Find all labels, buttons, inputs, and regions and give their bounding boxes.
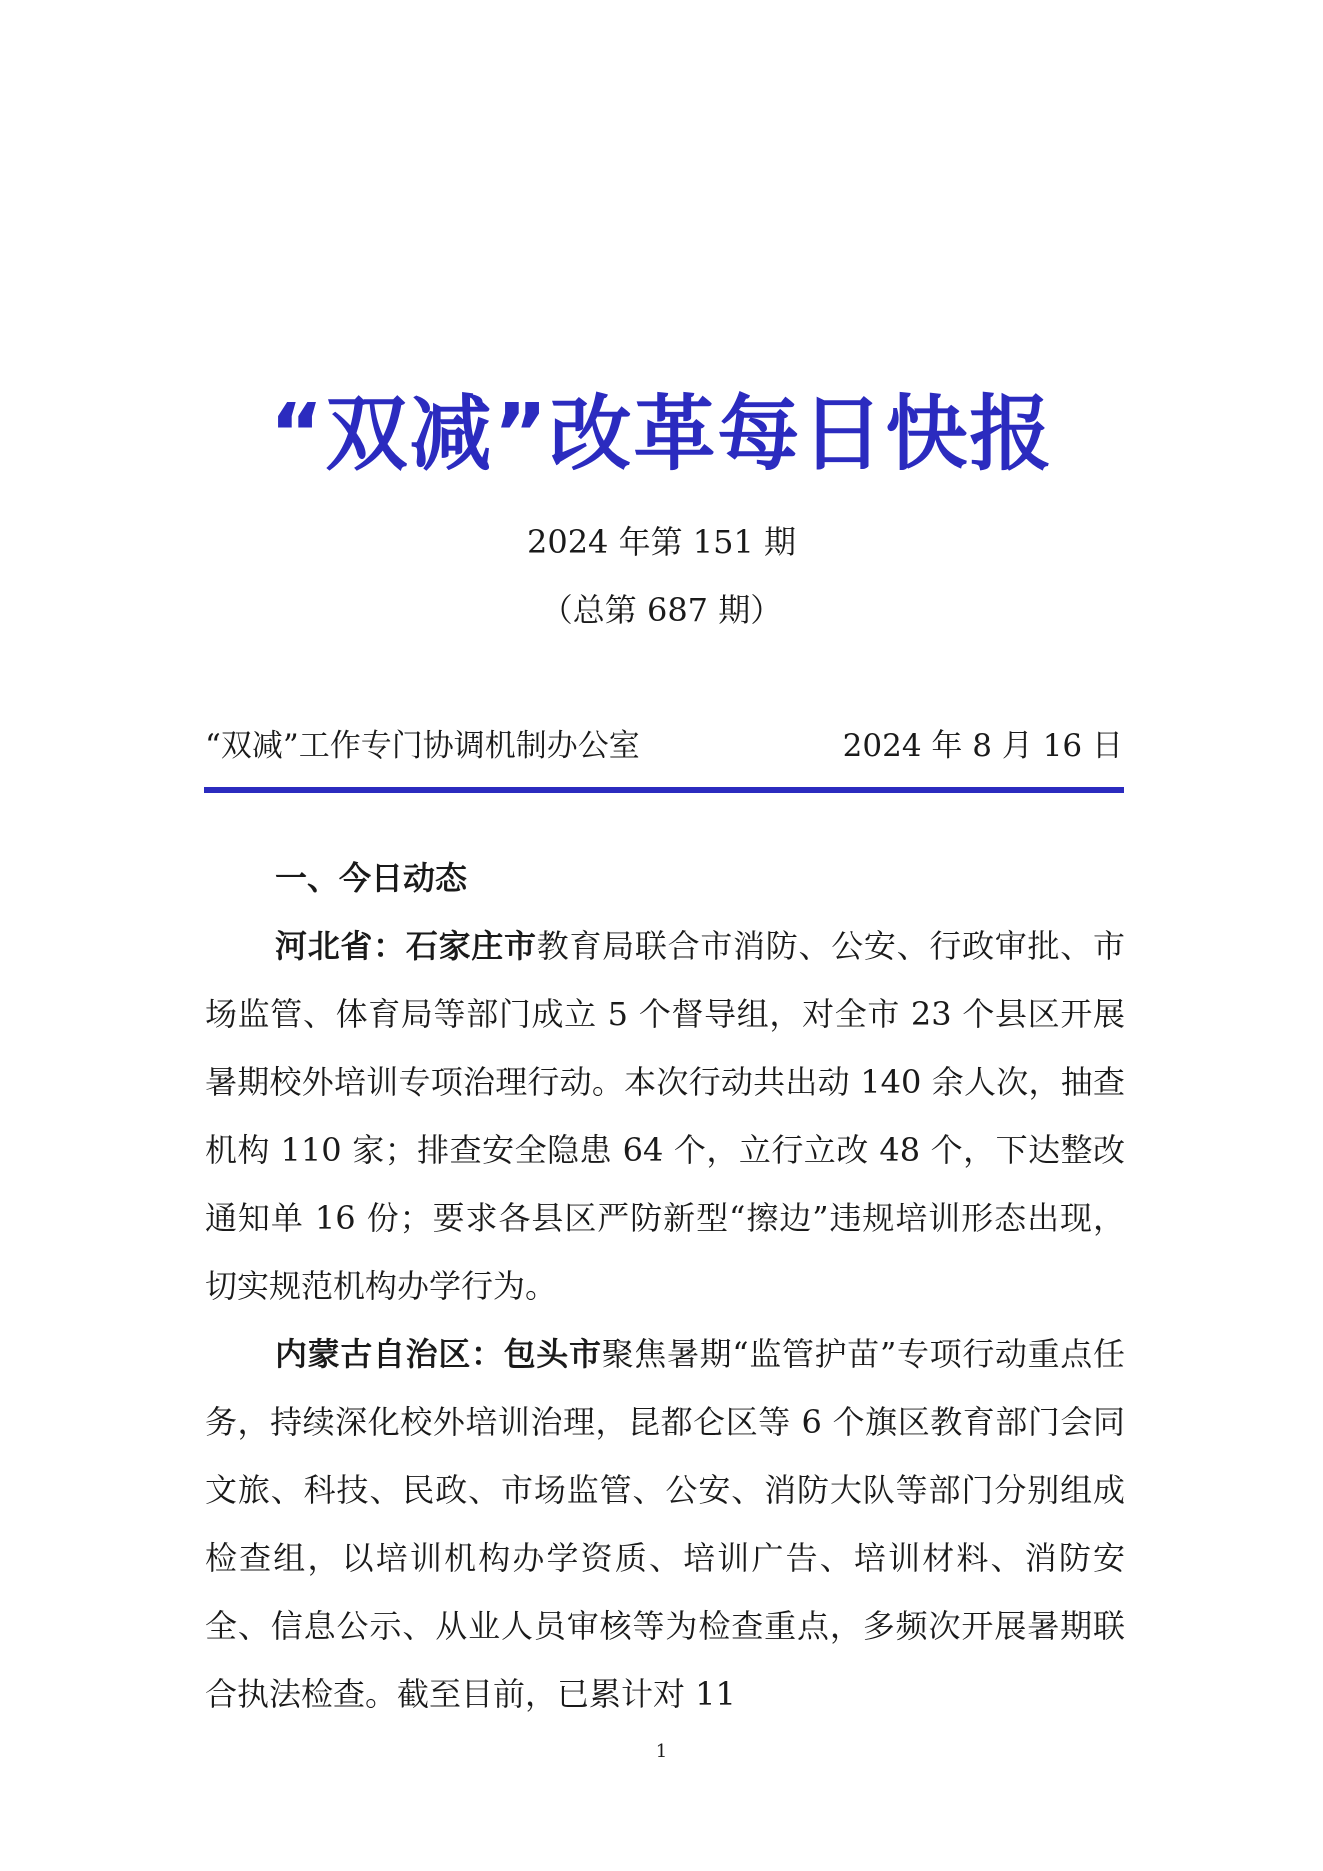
article-hebei	[205, 912, 1125, 1320]
page-title: “双减”改革每日快报	[269, 387, 1054, 482]
article-body: 聚焦暑期“监管护苗”专项行动重点任务，持续深化校外培训治理，昆都仑区等 6 个旗区教育部门会同文旅、科技、民政、市场监管、公安、消防大队等部门分别组成检查组，以培训机构办学资质、培训广告、培训材料、消防安全、信息公示、从业人员审核等为检查重点，多频次开展暑期联合执法检查。截至目前，已累计对 11	[205, 1335, 1125, 1713]
article-body: 教育局联合市消防、公安、行政审批、市场监管、体育局等部门成立 5 个督导组，对全市 23 个县区开展暑期校外培训专项治理行动。本次行动共出动 140 余人次，抽查机构 110 家；排查安全隐患 64 个，立行立改 48 个，下达整改通知单 16 份；要求各县区严防新型“擦边”违规培训形态出现，切实规范机构办学行为。	[205, 927, 1125, 1305]
issuer-name: “双减”工作专门协调机制办公室	[205, 728, 640, 764]
article-city: 石家庄市	[405, 927, 537, 965]
page-number: 1	[655, 1741, 668, 1762]
issue-number: 2024 年第 151 期	[526, 523, 797, 561]
section-heading: 一、今日动态	[275, 859, 468, 897]
article-province: 河北省：	[275, 927, 406, 965]
article-province: 内蒙古自治区：	[275, 1335, 504, 1373]
issue-total: （总第 687 期）	[540, 591, 783, 629]
header-row	[205, 726, 1123, 766]
article-inner-mongolia	[205, 1320, 1125, 1728]
article-city: 包头市	[503, 1335, 602, 1373]
issue-date: 2024 年 8 月 16 日	[842, 728, 1123, 764]
header-divider	[204, 787, 1124, 793]
